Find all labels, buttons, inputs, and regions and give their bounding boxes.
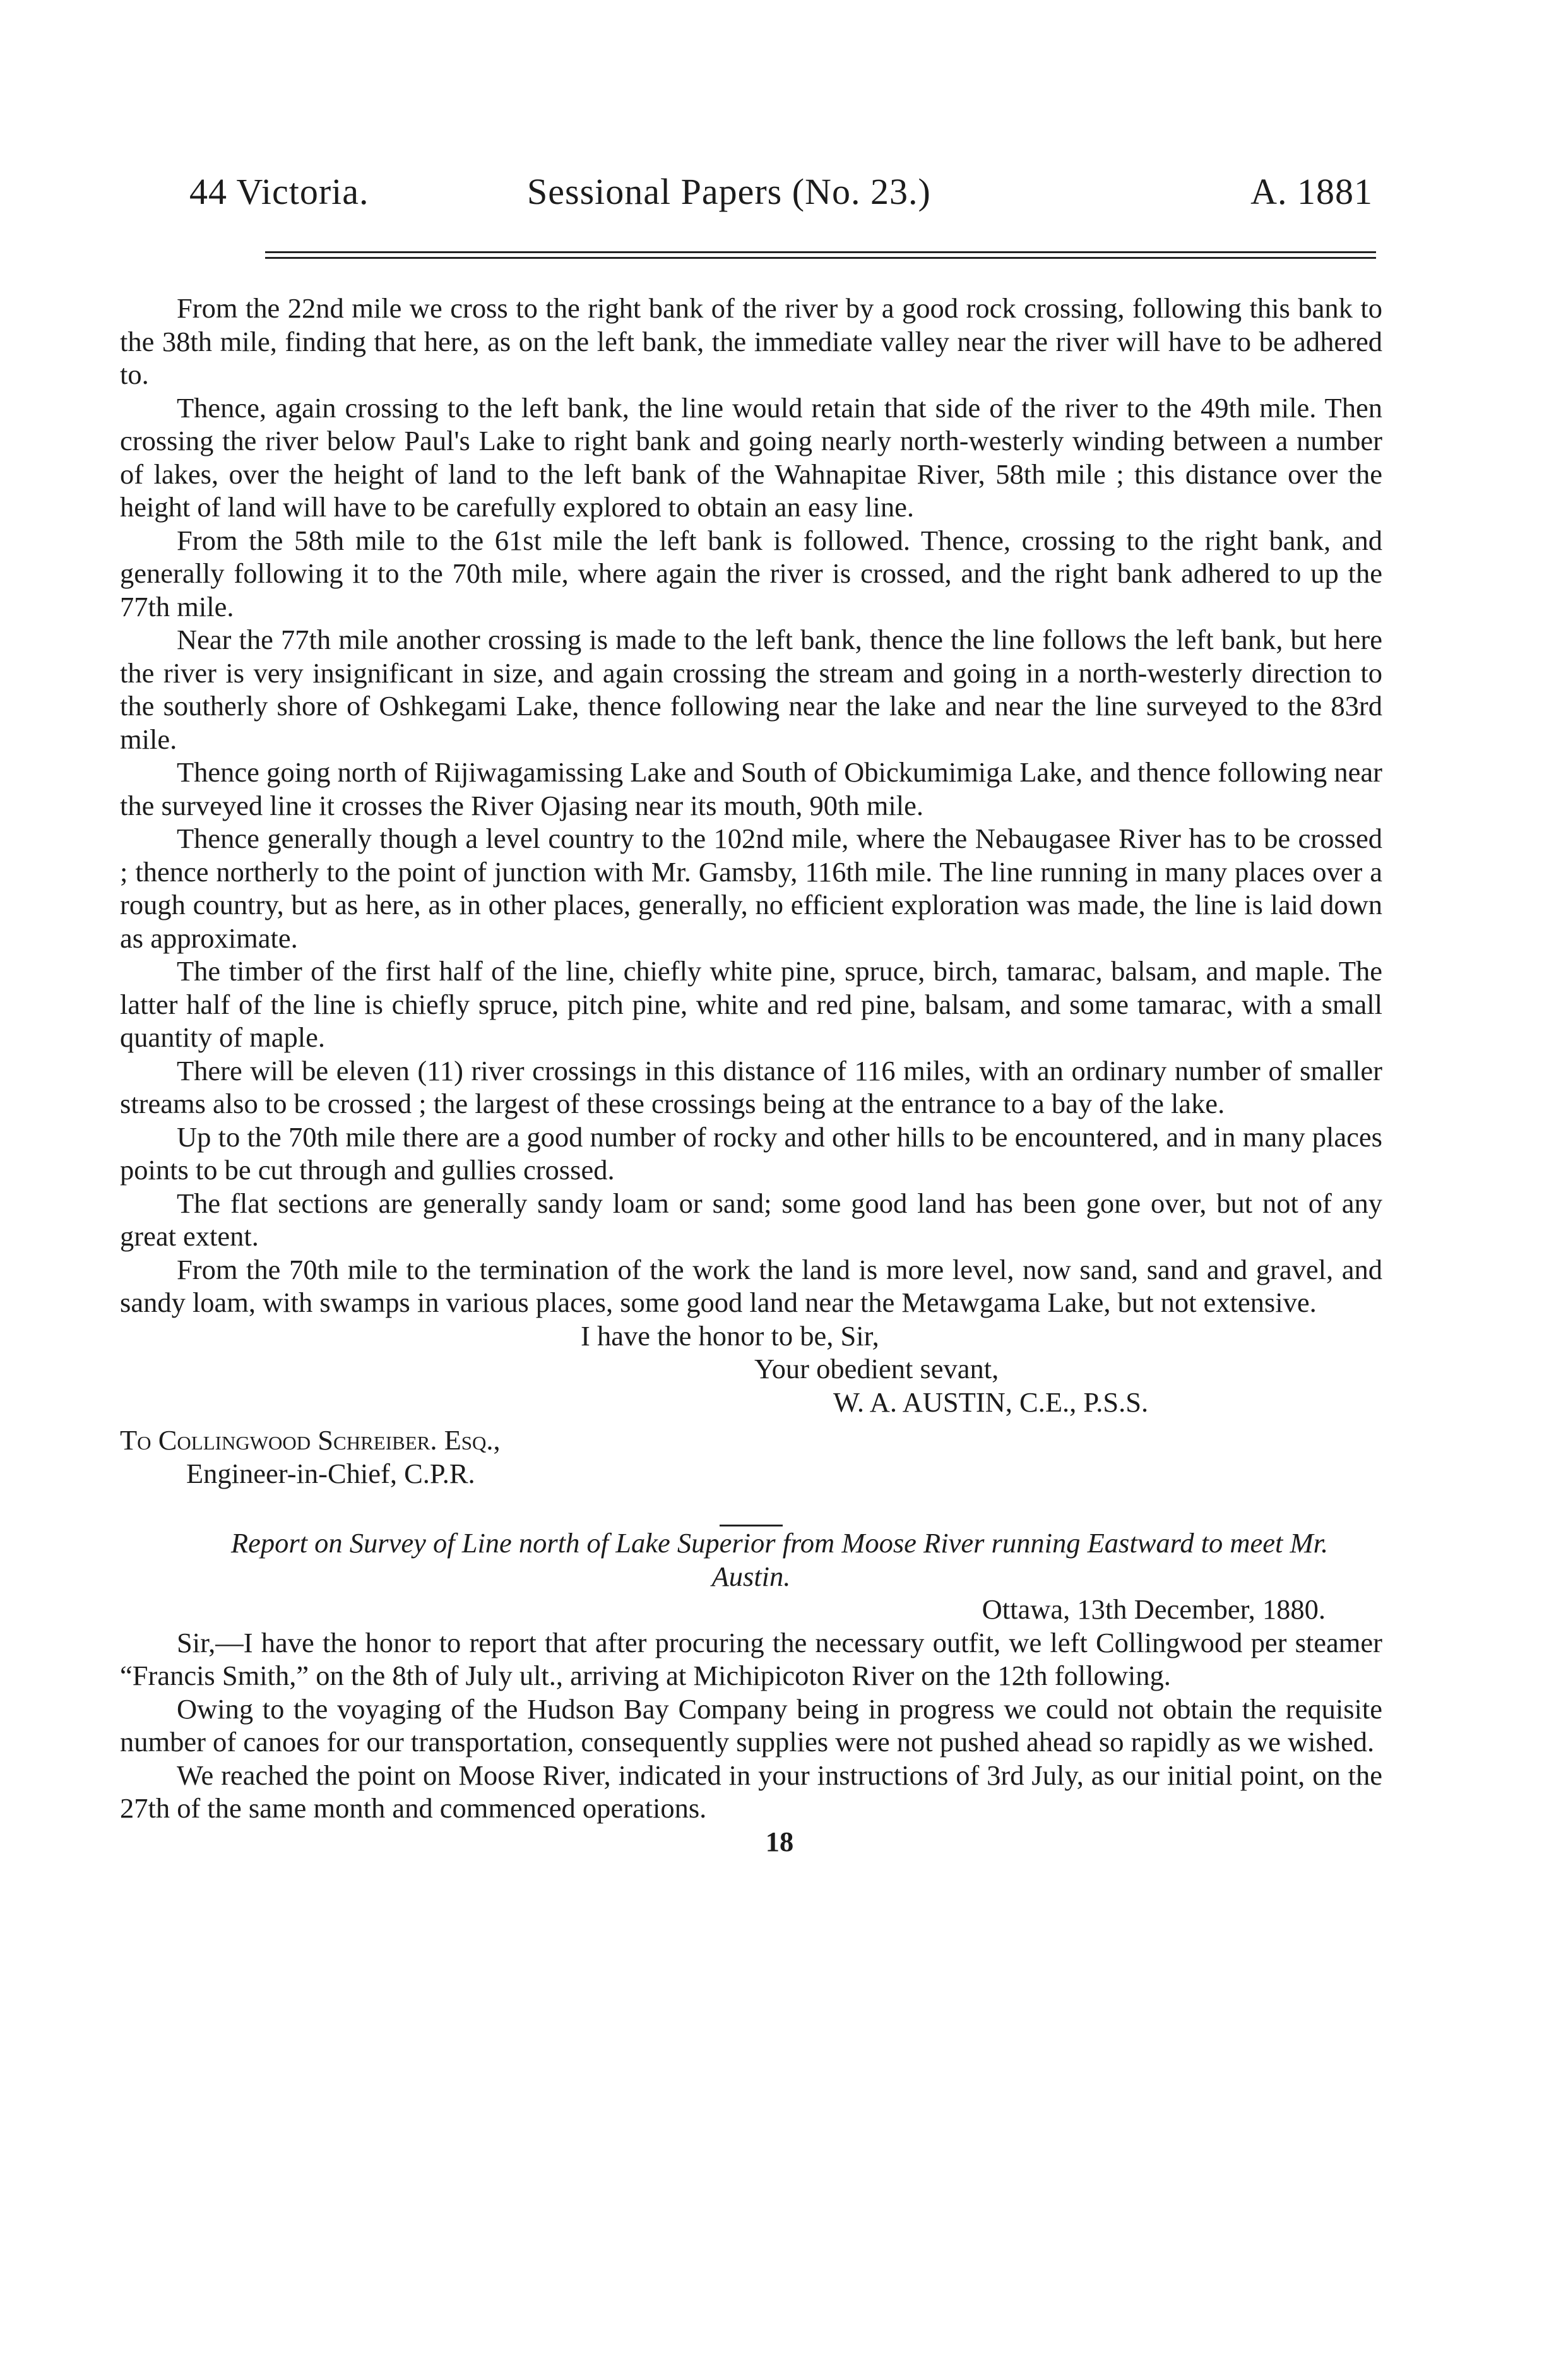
paragraph: The flat sections are generally sandy loam or sand; some good land has been gone over, but not of any great extent. bbox=[120, 1187, 1382, 1252]
header-rule-bottom bbox=[265, 257, 1376, 259]
paragraph: Thence generally though a level country to the 102nd mile, where the Nebaugasee River has to be crossed ; thence northerly to the point of junction with Mr. Gamsby, 116th mile. The line running in many places over a rough country, but as here, as in other places, generally, no efficient exploration was made, the line is laid down as approximate. bbox=[120, 823, 1382, 954]
report-dateline: Ottawa, 13th December, 1880. bbox=[982, 1593, 1326, 1625]
report-paragraph: We reached the point on Moose River, indicated in your instructions of 3rd July, as our initial point, on the 27th of the same month and commenced operations. bbox=[120, 1759, 1382, 1824]
paragraph: From the 58th mile to the 61st mile the left bank is followed. Thence, crossing to the right bank, and generally following it to the 70th mile, where again the river is crossed, and the right bank adhered to up the 77th mile. bbox=[120, 524, 1382, 622]
letter-closing bbox=[120, 1319, 1382, 1419]
paragraph: From the 70th mile to the termination of the work the land is more level, now sand, sand and gravel, and sandy loam, with swamps in various places, some good land near the Metawgama Lake, but not extensive. bbox=[120, 1253, 1382, 1318]
paragraph: The timber of the first half of the line, chiefly white pine, spruce, birch, tamarac, balsam, and maple. The latter half of the line is chiefly spruce, pitch pine, white and red pine, balsam, and some tamarac, with a small quantity of maple. bbox=[120, 955, 1382, 1053]
body-text bbox=[120, 292, 1382, 1858]
paragraph: From the 22nd mile we cross to the right bank of the river by a good rock crossing, following this bank to the 38th mile, finding that here, as on the left bank, the immediate valley near the river will have to be adhered to. bbox=[120, 292, 1382, 390]
paragraph: Up to the 70th mile there are a good number of rocky and other hills to be encountered, and in many places points to be cut through and gullies crossed. bbox=[120, 1121, 1382, 1186]
paragraph: Thence going north of Rijiwagamissing Lake and South of Obickumimiga Lake, and thence following near the surveyed line it crosses the River Ojasing near its mouth, 90th mile. bbox=[120, 756, 1382, 821]
header-session: 44 Victoria. bbox=[189, 171, 369, 212]
paragraph: Near the 77th mile another crossing is made to the left bank, thence the line follows the left bank, but here the river is very insignificant in size, and again crossing the stream and going in a north-westerly direction to the southerly shore of Oshkegami Lake, thence following near the lake and near the line surveyed to the 83rd mile. bbox=[120, 624, 1382, 755]
page-number: 18 bbox=[765, 1825, 794, 1857]
paragraph: Thence, again crossing to the left bank, the line would retain that side of the river to the 49th mile. Then crossing the river below Paul's Lake to right bank and going nearly north-westerly winding between a number of lakes, over the height of land to the left bank of the Wahnapitae River, 58th mile ; this distance over the height of land will have to be carefully explored to obtain an easy line. bbox=[120, 391, 1382, 523]
header-year: A. 1881 bbox=[1250, 171, 1373, 212]
report-paragraph: Owing to the voyaging of the Hudson Bay Company being in progress we could not obtain the requisite number of canoes for our transportation, consequently supplies were not pushed ahead so rapidly as we wished. bbox=[120, 1693, 1382, 1758]
closing-valediction: Your obedient sevant, bbox=[754, 1353, 999, 1384]
paragraph: There will be eleven (11) river crossings in this distance of 116 miles, with an ordinary number of smaller streams also to be crossed ; the largest of these crossings being at the entrance to a bay of the lake. bbox=[120, 1054, 1382, 1119]
signature: W. A. AUSTIN, C.E., P.S.S. bbox=[833, 1386, 1149, 1418]
closing-salutation: I have the honor to be, Sir, bbox=[581, 1319, 879, 1352]
report-title: Report on Survey of Line north of Lake Superior from Moose River running Eastward to meet Mr. Austin. bbox=[230, 1527, 1329, 1592]
report-paragraph: Sir,—I have the honor to report that after procuring the necessary outfit, we left Collingwood per steamer “Francis Smith,” on the 8th of July ult., arriving at Michipicoton River on the 12th following. bbox=[120, 1626, 1382, 1691]
addressee-block bbox=[120, 1424, 1382, 1490]
addressee-name: To Collingwood Schreiber. Esq., bbox=[120, 1424, 501, 1456]
header-rule-top bbox=[265, 251, 1376, 253]
addressee-title: Engineer-in-Chief, C.P.R. bbox=[186, 1457, 475, 1489]
running-header bbox=[189, 170, 1373, 227]
header-series: Sessional Papers (No. 23.) bbox=[527, 171, 931, 212]
